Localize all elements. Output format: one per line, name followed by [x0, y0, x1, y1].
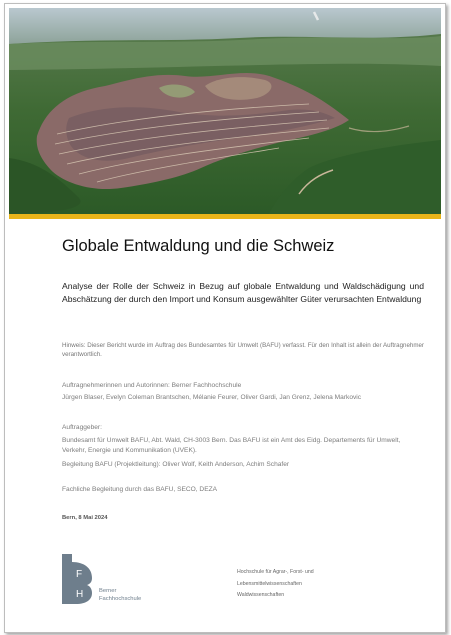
department-line-1: Hochschule für Agrar-, Forst- und	[237, 569, 314, 575]
client-heading: Auftraggeber:	[62, 424, 102, 431]
disclaimer-note: Hinweis: Dieser Bericht wurde im Auftrag des Bundesamtes für Umwelt (BAFU) verfasst. Für den Inhalt ist allein der Auftragnehmer verantwortlich.	[62, 342, 424, 359]
authors-list: Jürgen Blaser, Evelyn Coleman Brantschen, Mélanie Feurer, Oliver Gardi, Jan Grenz, Jelena Markovic	[62, 394, 362, 401]
logo-line-1: Berner	[99, 588, 117, 594]
department-line-2: Lebensmittelwissenschaften	[237, 580, 302, 587]
document-subtitle: Analyse der Rolle der Schweiz in Bezug auf globale Entwaldung und Waldschädigung und Abschätzung der durch den Import und Konsum ausgewählter Güter verursachten Entwaldung	[62, 281, 424, 304]
authors-heading: Auftragnehmerinnen und Autorinnen: Berner Fachhochschule	[62, 382, 242, 389]
department-block	[237, 567, 314, 602]
logo-line-2: Fachhochschule	[99, 596, 142, 602]
logo-wordmark	[99, 587, 141, 603]
department-line-3: Waldwissenschaften	[237, 592, 285, 598]
technical-support: Fachliche Begleitung durch das BAFU, SECO, DEZA	[62, 486, 218, 493]
cover-photo-deforestation	[9, 8, 441, 214]
report-cover-page	[4, 3, 446, 633]
logo-letter-h: H	[76, 589, 84, 600]
logo-letter-f: F	[76, 569, 83, 580]
document-date: Bern, 8 Mai 2024	[62, 515, 108, 521]
project-support: Begleitung BAFU (Projektleitung): Oliver Wolf, Keith Anderson, Achim Schafer	[62, 461, 290, 468]
accent-bar	[9, 214, 441, 219]
client-text: Bundesamt für Umwelt BAFU, Abt. Wald, CH-3003 Bern. Das BAFU ist ein Amt des Eidg. Departements für Umwelt, Verkehr, Energie und Kommunikation (UVEK).	[62, 437, 401, 454]
document-title: Globale Entwaldung und die Schweiz	[62, 237, 335, 255]
